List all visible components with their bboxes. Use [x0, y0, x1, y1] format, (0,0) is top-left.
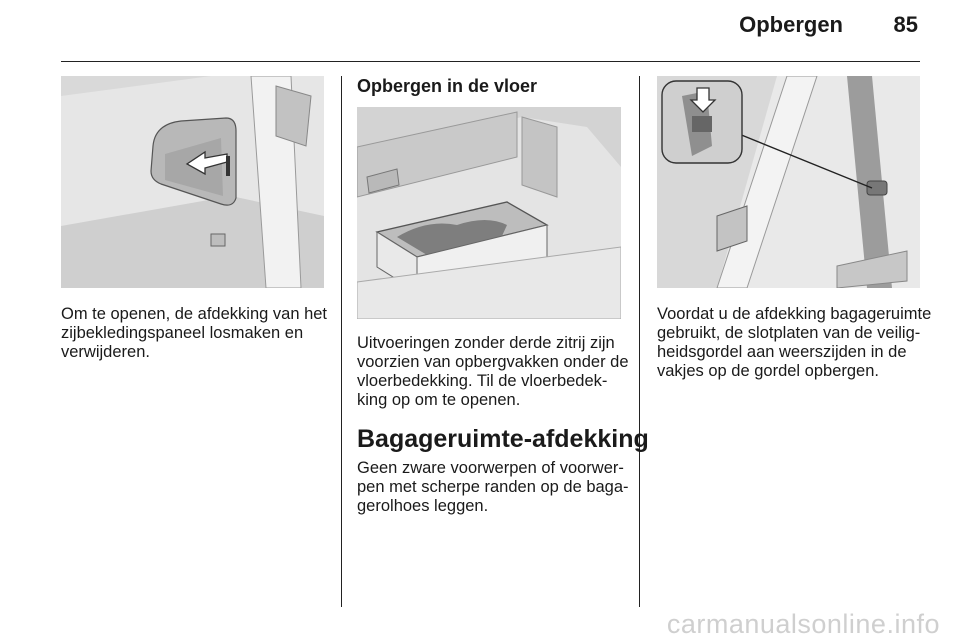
- text-line: zijbekledingspaneel losmaken en: [61, 324, 304, 342]
- text-line: pen met scherpe randen op de baga-: [357, 478, 629, 496]
- page-title: Opbergen: [739, 12, 843, 37]
- text-line: gerolhoes leggen.: [357, 497, 489, 515]
- seatbelt-illustration: [657, 76, 920, 288]
- subheading-floor-storage: Opbergen in de vloer: [357, 76, 538, 96]
- text-line: Uitvoeringen zonder derde zitrij zijn: [357, 334, 615, 352]
- column-divider-1: [341, 76, 342, 607]
- header-divider: [61, 61, 920, 62]
- text-line: vakjes op de gordel opbergen.: [657, 362, 879, 380]
- figure-floor-storage: [357, 107, 621, 319]
- floor-storage-illustration: [357, 107, 621, 319]
- section-heading-cargo-cover: Bagageruimte-afdekking: [357, 425, 649, 453]
- figure-seatbelt: [657, 76, 920, 288]
- text-line: Geen zware voorwerpen of voorwer-: [357, 459, 624, 477]
- caption-col2: [357, 334, 629, 410]
- caption-col1: [61, 305, 327, 362]
- text-line: Voordat u de afdekking bagageruimte: [657, 305, 932, 323]
- side-panel-illustration: [61, 76, 324, 288]
- figure-side-panel: [61, 76, 324, 288]
- text-line: Om te openen, de afdekking van het: [61, 305, 328, 323]
- section-text-col2: [357, 459, 629, 516]
- text-line: vloerbedekking. Til de vloerbedek-: [357, 372, 608, 390]
- text-line: verwijderen.: [61, 343, 150, 361]
- page-number: 85: [893, 12, 918, 37]
- watermark: carmanualsonline.info: [666, 609, 940, 639]
- text-line: king op om te openen.: [357, 391, 521, 409]
- text-line: heidsgordel aan weerszijden in de: [657, 343, 907, 361]
- caption-col3: [657, 305, 931, 381]
- column-divider-2: [639, 76, 640, 607]
- text-line: gebruikt, de slotplaten van de veilig-: [657, 324, 921, 342]
- text-line: voorzien van opbergvakken onder de: [357, 353, 629, 371]
